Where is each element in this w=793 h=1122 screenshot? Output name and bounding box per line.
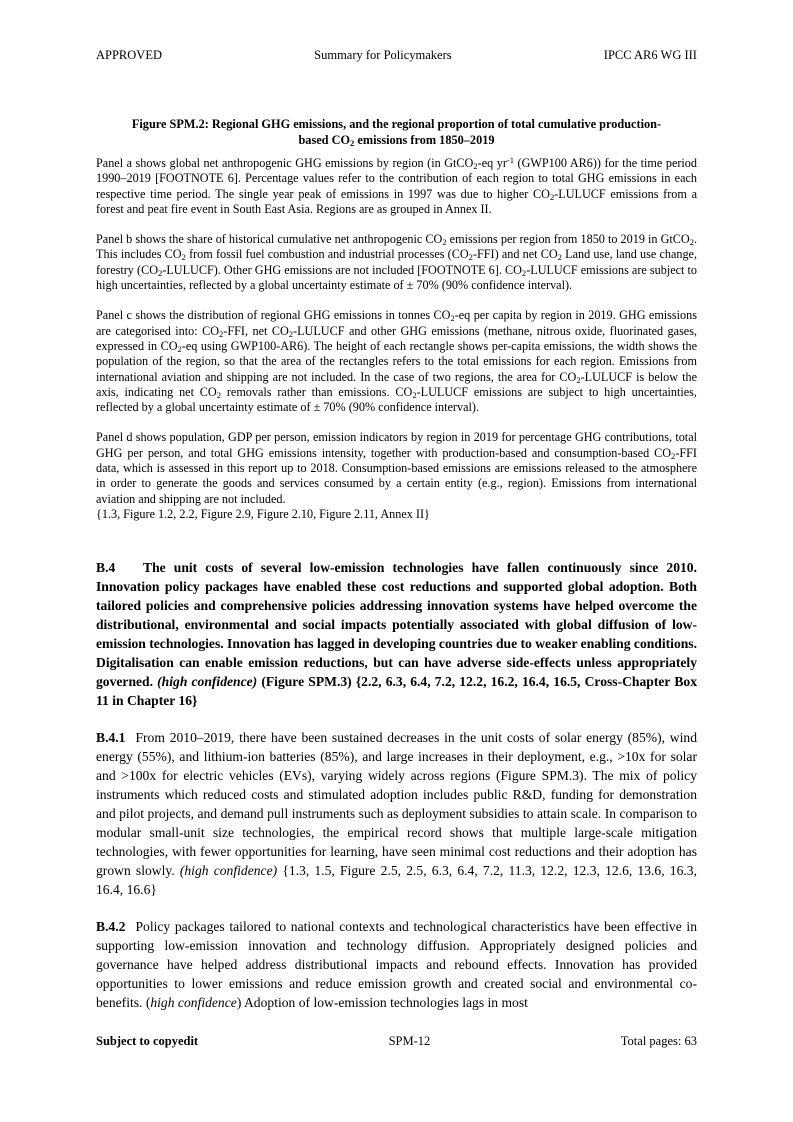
paragraph-number: B.4.2 bbox=[96, 919, 126, 935]
panel-b-description: Panel b shows the share of historical cumulative net anthropogenic $CO_2$ emissions per region from 1850 to 2019 in GtCO$_2$. This includes $CO_2$ from fossil fuel combustion and industrial processes $(CO_2-FFI)$ and net $CO_2$ Land use, land use change, forestry $(CO_2-LULUCF)$. Other GHG emissions are not included [FOOTNOTE 6]. $CO_2$-LULUCF emissions are subject to high uncertainties, reflected by a global uncertainty estimate of ± 70% (90% confidence interval). bbox=[96, 232, 698, 293]
section-b4-headline: B.4 The unit costs of several low-emission technologies have fallen continuously since 2010. Innovation policy packages have enabled these cost reductions and supported global adoption. Both tailored policies and comprehensive policies addressing innovation systems have helped overcome the distributional, environmental and social impacts potentially associated with global diffusion of low-emission technologies. Innovation has lagged in developing countries due to weaker enabling conditions. Digitalisation can enable emission reductions, but can have adverse side-effects unless appropriately governed. (high confidence) (Figure SPM.3) {2.2, 6.3, 6.4, 7.2, 12.2, 16.2, 16.4, 16.5, Cross-Chapter Box 11 in Chapter 16} bbox=[96, 560, 697, 709]
paragraph-b4-1: B.4.1 From 2010–2019, there have been sustained decreases in the unit costs of solar energy (85%), wind energy (55%), and lithium-ion batteries (85%), and large increases in their deployment, e.g., >10x for solar and >100x for electric vehicles (EVs), varying widely across regions (Figure SPM.3). The mix of policy instruments which reduced costs and stimulated adoption includes public R&D, funding for demonstration and pilot projects, and demand pull instruments such as deployment subsidies to attain scale. In comparison to modular small-unit size technologies, the empirical record shows that multiple large-scale mitigation technologies, with fewer opportunities for learning, have seen minimal cost reductions and their adoption has grown slowly. (high confidence) {1.3, 1.5, Figure 2.5, 2.5, 6.3, 6.4, 7.2, 11.3, 12.2, 12.3, 12.6, 13.6, 16.3, 16.4, 16.6} bbox=[96, 730, 697, 898]
panel-a-description: Panel a shows global net anthropogenic GHG emissions by region (in GtCO$_2$-eq $yr^{-1}$ (GWP100 AR6)) for the time period 1990–2019 [FOOTNOTE 6]. Percentage values refer to the contribution of each region to total GHG emissions in each respective time period. The single year peak of emissions in 1997 was due to higher $CO_2$-LULUCF emissions from a forest and peat fire event in South East Asia. Regions are as grouped in Annex II. bbox=[96, 155, 697, 216]
header-report-name: IPCC AR6 WG III bbox=[603, 48, 697, 62]
confidence-label: (high confidence) bbox=[157, 674, 258, 690]
page-content bbox=[96, 116, 697, 1012]
confidence-label: (high confidence) bbox=[179, 863, 278, 879]
figure-caption-title: Figure SPM.2: Regional GHG emissions, and the regional proportion of total cumulative production- based $CO_2$ emissions from 1850–2019 bbox=[131, 117, 662, 148]
section-number: B.4 bbox=[96, 560, 116, 576]
header-section-title: Summary for Policymakers bbox=[314, 48, 452, 62]
footer-copyedit-note: Subject to copyedit bbox=[96, 1034, 199, 1048]
page-header bbox=[96, 48, 697, 63]
header-approved: APPROVED bbox=[96, 48, 162, 62]
panel-c-description: Panel c shows the distribution of regional GHG emissions in tonnes $CO_2-eq$ per capita by region in 2019. GHG emissions are categorised into: $CO_2$-FFI, net $CO_2$-LULUCF and other GHG emissions (methane, nitrous oxide, fluorinated gases, expressed in $CO_2-eq$ using GWP100-AR6). The height of each rectangle shows per-capita emissions, the width shows the population of the region, so that the area of the rectangles refers to the total emissions for each region. Emissions from international aviation and shipping are not included. In the case of two regions, the area for $CO_2$-LULUCF is below the axis, indicating net $CO_2$ removals rather than emissions. $CO_2$-LULUCF emissions are subject to high uncertainties, reflected by a global uncertainty estimate of ± 70% (90% confidence interval). bbox=[96, 308, 698, 415]
page-footer bbox=[96, 1034, 697, 1049]
panel-d-description: Panel d shows population, GDP per person, emission indicators by region in 2019 for percentage GHG contributions, total GHG per person, and total GHG emissions intensity, together with production-based and consumption-based $CO_2$-FFI data, which is assessed in this report up to 2018. Consumption-based emissions are emissions released to the atmosphere in order to generate the goods and services consumed by a certain entity (e.g., region). Emissions from international aviation and shipping are not included. bbox=[96, 430, 697, 506]
figure-references: {1.3, Figure 1.2, 2.2, Figure 2.9, Figure 2.10, Figure 2.11, Annex II} bbox=[96, 506, 430, 521]
footer-total-pages: Total pages: 63 bbox=[620, 1034, 697, 1048]
paragraph-number: B.4.1 bbox=[96, 730, 126, 746]
footer-page-number: SPM-12 bbox=[388, 1034, 431, 1048]
confidence-label: high confidence bbox=[150, 995, 237, 1011]
paragraph-b4-2: B.4.2 Policy packages tailored to national contexts and technological characteristics have been effective in supporting low-emission innovation and technology diffusion. Appropriately designed policies and governance have helped address distributional impacts and rebound effects. Innovation has provided opportunities to lower emissions and reduce emission growth and created social and environmental co-benefits. (high confidence) Adoption of low-emission technologies lags in most bbox=[96, 919, 697, 1011]
